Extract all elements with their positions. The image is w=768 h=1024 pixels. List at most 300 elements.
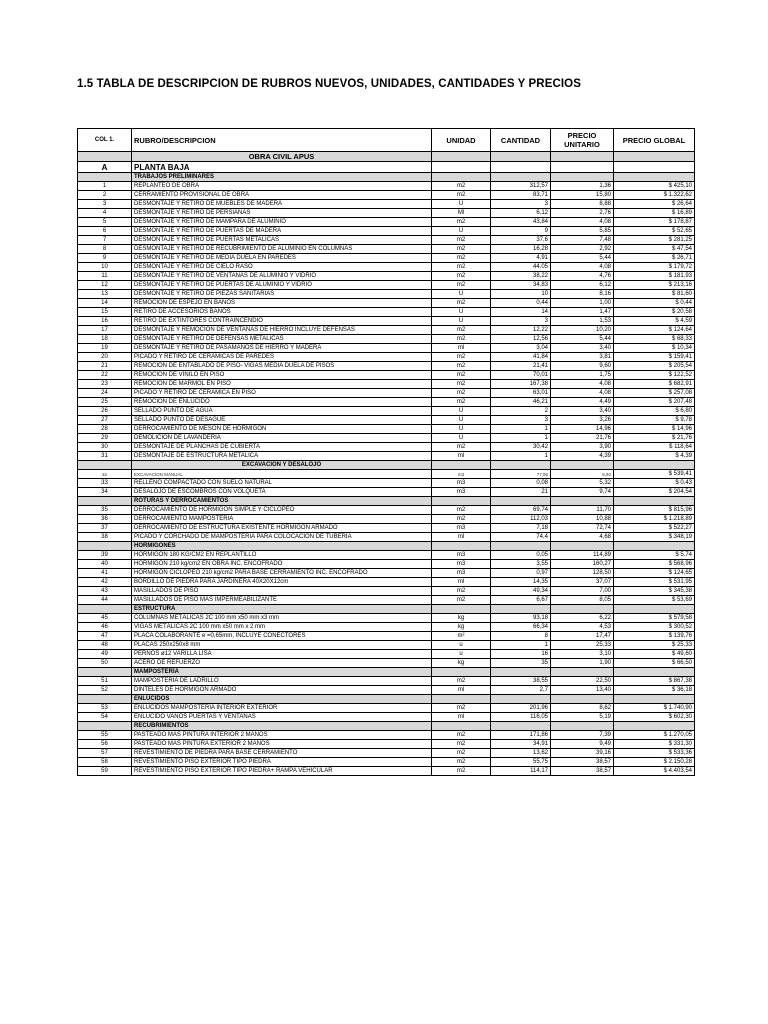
item-global-price: $ 36,18 [614, 686, 695, 695]
item-quantity: 38,55 [491, 677, 551, 686]
item-global-price: $ 331,30 [614, 740, 695, 749]
item-unit: m2 [432, 299, 491, 308]
item-description: DESALOJO DE ESCOMBROS CON VOLQUETA [132, 488, 432, 497]
item-quantity: 0,05 [491, 551, 551, 560]
item-unit-price: 38,57 [551, 767, 614, 776]
item-quantity: 93,18 [491, 614, 551, 623]
item-description: DERROCAMIENTO DE MESON DE HORMIGÓN [132, 425, 432, 434]
item-unit-price: 72,74 [551, 524, 614, 533]
item-global-price: $ 26,64 [614, 200, 695, 209]
item-unit: m2 [432, 245, 491, 254]
subsection-row [78, 497, 695, 506]
item-unit: m2 [432, 749, 491, 758]
item-unit-price: 8,88 [551, 200, 614, 209]
item-number: 16 [78, 317, 132, 326]
table-row [78, 533, 695, 542]
item-unit: m2 [432, 236, 491, 245]
item-unit: U [432, 434, 491, 443]
item-description: RELLENO COMPACTADO CON SUELO NATURAL [132, 479, 432, 488]
item-description: DESMONTAJE Y RETIRO DE PUERTAS DE ALUMINIO Y VIDRIO [132, 281, 432, 290]
item-number: 40 [78, 560, 132, 569]
item-global-price: $ 49,60 [614, 650, 695, 659]
item-quantity: 14 [491, 308, 551, 317]
item-global-price: $ 26,71 [614, 254, 695, 263]
item-quantity: 46,21 [491, 398, 551, 407]
table-row [78, 515, 695, 524]
table-row [78, 767, 695, 776]
table-row [78, 236, 695, 245]
item-global-price: $ 1.270,05 [614, 731, 695, 740]
item-global-price: $ 5,74 [614, 551, 695, 560]
item-number: 21 [78, 362, 132, 371]
item-number: 49 [78, 650, 132, 659]
item-description: REVESTIMIENTO DE PIEDRA PARA BASE CERRAMIENTO [132, 749, 432, 758]
item-number: 28 [78, 425, 132, 434]
table-row [78, 659, 695, 668]
subsection-title: ENLUCIDOS [132, 695, 432, 704]
item-unit: kg [432, 659, 491, 668]
item-number: 58 [78, 758, 132, 767]
item-description: REMOCION DE VINILO EN PISO [132, 371, 432, 380]
table-row [78, 587, 695, 596]
item-unit-price: 39,16 [551, 749, 614, 758]
item-quantity: 112,03 [491, 515, 551, 524]
item-description: DESMONTAJE Y RETIRO DE MUEBLES DE MADERA [132, 200, 432, 209]
item-unit: ml [432, 686, 491, 695]
item-unit-price: 1,47 [551, 308, 614, 317]
item-unit: m2 [432, 272, 491, 281]
subsection-title: TRABAJOS PRELIMINARES [132, 173, 432, 182]
item-quantity: 14,35 [491, 578, 551, 587]
item-unit: ml [432, 578, 491, 587]
table-row [78, 335, 695, 344]
item-number: 10 [78, 263, 132, 272]
item-number: 37 [78, 524, 132, 533]
subsection-title: RECUBRIMIENTOS [132, 722, 432, 731]
item-unit-price: 9,49 [551, 740, 614, 749]
subsection-row [78, 722, 695, 731]
item-description: MAMPOSTERÍA DE LADRILLO [132, 677, 432, 686]
item-description: MASILLADOS DE PISO MAS IMPERMEABILIZANTE [132, 596, 432, 605]
item-unit-price: 3,90 [551, 443, 614, 452]
item-number: 26 [78, 407, 132, 416]
item-quantity: 312,57 [491, 182, 551, 191]
item-unit-price: 1,90 [551, 659, 614, 668]
item-global-price: $ 213,16 [614, 281, 695, 290]
item-number: 30 [78, 443, 132, 452]
item-quantity: 6,12 [491, 209, 551, 218]
item-unit-price: 11,70 [551, 506, 614, 515]
item-global-price: $ 178,87 [614, 218, 695, 227]
group-name: PLANTA BAJA [132, 162, 432, 173]
header-unidad: UNIDAD [432, 129, 491, 152]
item-quantity: 30,42 [491, 443, 551, 452]
subsection-title: ROTURAS Y DERROCAMIENTOS [132, 497, 432, 506]
item-unit-price: 1,53 [551, 317, 614, 326]
item-global-price: $ 9,78 [614, 416, 695, 425]
item-unit: m2 [432, 587, 491, 596]
item-unit: U [432, 290, 491, 299]
item-unit: m3 [432, 569, 491, 578]
item-description: DESMONTAJE Y RETIRO DE MEDIA DUELA EN PAREDES [132, 254, 432, 263]
item-global-price: $ 815,96 [614, 506, 695, 515]
table-row [78, 344, 695, 353]
item-quantity: 167,38 [491, 380, 551, 389]
item-global-price: $ 68,33 [614, 335, 695, 344]
table-row [78, 182, 695, 191]
item-number: 11 [78, 272, 132, 281]
item-global-price: $ 345,38 [614, 587, 695, 596]
item-unit: m2 [432, 182, 491, 191]
item-unit-price: 128,50 [551, 569, 614, 578]
table-row [78, 218, 695, 227]
item-global-price: $ 0,44 [614, 299, 695, 308]
item-description: REMOCIÓN DE ENTABLADO DE PISO- VIGAS MEDIA DUELA DE PISOS [132, 362, 432, 371]
item-unit-price: 5,85 [551, 227, 614, 236]
item-unit-price: 2,92 [551, 245, 614, 254]
item-quantity: 7,18 [491, 524, 551, 533]
item-unit: U [432, 308, 491, 317]
item-unit: m2 [432, 677, 491, 686]
item-description: REMOCION DE ENLUCIDO [132, 398, 432, 407]
item-number: 39 [78, 551, 132, 560]
item-quantity: 0,44 [491, 299, 551, 308]
item-global-price: $ 539,41 [614, 470, 695, 479]
item-unit-price: 10,88 [551, 515, 614, 524]
item-description: PICADO Y RETIRO DE CERAMICAS DE PAREDES [132, 353, 432, 362]
item-quantity: 1 [491, 641, 551, 650]
header-col1: COL 1. [78, 129, 132, 152]
item-description: EXCAVACION MANUAL [132, 470, 432, 479]
item-description: DESMONTAJE Y RETIRO DE VENTANAS DE ALUMINIO Y VIDRIO [132, 272, 432, 281]
item-unit: m3 [432, 560, 491, 569]
item-description: DESMONTAJE Y RETIRO DE PERSIANAS [132, 209, 432, 218]
table-row [78, 614, 695, 623]
table-row [78, 245, 695, 254]
item-number: 54 [78, 713, 132, 722]
item-global-price: $ 4,39 [614, 452, 695, 461]
table-row [78, 641, 695, 650]
item-description: HORMIGÓN 210 kg/cm2 EN OBRA INC. ENCOFRADO [132, 560, 432, 569]
item-unit-price: 4,08 [551, 380, 614, 389]
item-description: HORMIGÓN CICLOPEO 210 kg/cm2 PARA BASE CERRAMIENTO INC. ENCOFRADO [132, 569, 432, 578]
item-quantity: 116,05 [491, 713, 551, 722]
item-number: 35 [78, 506, 132, 515]
item-description: REMOCION DE MARMOL EN PISO [132, 380, 432, 389]
item-unit-price: 37,07 [551, 578, 614, 587]
table-row [78, 326, 695, 335]
item-description: MASILLADOS DE PISO [132, 587, 432, 596]
item-unit-price: 6,92 [551, 470, 614, 479]
table-row [78, 272, 695, 281]
item-global-price: $ 531,95 [614, 578, 695, 587]
item-number: 7 [78, 236, 132, 245]
item-unit: m2 [432, 362, 491, 371]
item-number: 45 [78, 614, 132, 623]
item-description: DESMONTAJE Y RETIRO DE PASAMANOS DE HIERRO Y MADERA [132, 344, 432, 353]
item-unit: m2 [432, 371, 491, 380]
item-unit: m2 [432, 335, 491, 344]
item-quantity: 55,75 [491, 758, 551, 767]
table-row [78, 704, 695, 713]
item-unit: m3 [432, 524, 491, 533]
table-row [78, 632, 695, 641]
item-description: PLACAS 250x250x8 mm [132, 641, 432, 650]
item-global-price: $ 522,27 [614, 524, 695, 533]
item-quantity: 0,97 [491, 569, 551, 578]
item-global-price: $ 2.150,28 [614, 758, 695, 767]
table-row [78, 470, 695, 479]
item-unit: m2 [432, 731, 491, 740]
table-row [78, 596, 695, 605]
item-number: 52 [78, 686, 132, 695]
item-unit-price: 4,49 [551, 398, 614, 407]
item-number: 57 [78, 749, 132, 758]
item-unit-price: 4,76 [551, 272, 614, 281]
item-unit-price: 21,76 [551, 434, 614, 443]
item-description: DESMONTAJE Y RETIRO DE DEFENSAS METALICAS [132, 335, 432, 344]
item-quantity: 171,86 [491, 731, 551, 740]
table-row [78, 407, 695, 416]
item-description: HORMIGON 180 KG/CM2 EN REPLANTILLO [132, 551, 432, 560]
table-row [78, 398, 695, 407]
item-global-price: $ 579,58 [614, 614, 695, 623]
item-unit: m2 [432, 218, 491, 227]
item-description: REVESTIMIENTO PISO EXTERIOR TIPO PIEDRA+ RAMPA VEHICULAR [132, 767, 432, 776]
item-global-price: $ 81,60 [614, 290, 695, 299]
item-quantity: 8 [491, 632, 551, 641]
section-title: OBRA CIVIL APUS [132, 152, 432, 162]
item-number: 53 [78, 704, 132, 713]
item-unit-price: 14,96 [551, 425, 614, 434]
table-row [78, 452, 695, 461]
item-unit: u [432, 650, 491, 659]
item-number: 29 [78, 434, 132, 443]
item-global-price: $ 124,65 [614, 569, 695, 578]
table-row [78, 416, 695, 425]
table-row [78, 299, 695, 308]
item-quantity: 44,05 [491, 263, 551, 272]
table-row [78, 200, 695, 209]
item-quantity: 21,41 [491, 362, 551, 371]
item-unit-price: 5,19 [551, 713, 614, 722]
item-unit: U [432, 227, 491, 236]
item-unit: m3 [432, 470, 491, 479]
item-unit: m2 [432, 191, 491, 200]
item-unit-price: 5,44 [551, 254, 614, 263]
item-unit: ml [432, 713, 491, 722]
subsection-row [78, 542, 695, 551]
table-row [78, 434, 695, 443]
item-quantity: 43,84 [491, 218, 551, 227]
item-description: DESMONTAJE Y RETIRO DE PUERTAS METALICAS [132, 236, 432, 245]
item-description: PASTEADO MAS PINTURA INTERIOR 2 MANOS [132, 731, 432, 740]
table-row [78, 569, 695, 578]
item-global-price: $ 1.218,89 [614, 515, 695, 524]
item-description: REVESTIMIENTO PISO EXTERIOR TIPO PIEDRA [132, 758, 432, 767]
item-quantity: 63,01 [491, 389, 551, 398]
item-global-price: $ 10,34 [614, 344, 695, 353]
item-quantity: 38,22 [491, 272, 551, 281]
item-description: ENLUCIDOS MAMPOSTERIA INTERIOR EXTERIOR [132, 704, 432, 713]
item-global-price: $ 204,54 [614, 488, 695, 497]
table-row [78, 758, 695, 767]
item-description: SELLADO PUNTO DE DESAGUE [132, 416, 432, 425]
item-number: 42 [78, 578, 132, 587]
item-quantity: 41,84 [491, 353, 551, 362]
item-unit: U [432, 200, 491, 209]
item-global-price: $ 159,41 [614, 353, 695, 362]
table-row [78, 290, 695, 299]
item-description: PICADO Y RETIRO DE CERAMICA EN PISO [132, 389, 432, 398]
subsection-row [78, 668, 695, 677]
item-description: ACERO DE REFUERZO [132, 659, 432, 668]
item-description: DESMONTAJE DE PLANCHAS DE CUBIERTA [132, 443, 432, 452]
item-unit-price: 2,76 [551, 209, 614, 218]
item-unit-price: 5,44 [551, 335, 614, 344]
item-unit-price: 7,48 [551, 236, 614, 245]
item-unit-price: 4,08 [551, 389, 614, 398]
item-quantity: 1 [491, 425, 551, 434]
item-quantity: 3 [491, 200, 551, 209]
group-letter: A [78, 162, 132, 173]
item-unit-price: 1,00 [551, 299, 614, 308]
item-unit-price: 1,36 [551, 182, 614, 191]
item-unit: m2 [432, 380, 491, 389]
item-description: PERNOS ø12 VARILLA LISA [132, 650, 432, 659]
item-number: 47 [78, 632, 132, 641]
item-number: 12 [78, 281, 132, 290]
item-unit-price: 15,80 [551, 191, 614, 200]
item-unit: u [432, 641, 491, 650]
item-quantity: 3 [491, 416, 551, 425]
item-quantity: 70,01 [491, 371, 551, 380]
item-global-price: $ 52,65 [614, 227, 695, 236]
item-quantity: 9 [491, 227, 551, 236]
item-global-price: $ 4,59 [614, 317, 695, 326]
item-description: PLACA COLABORANTE e =0,65mm, INCLUYE CONECTORES [132, 632, 432, 641]
item-global-price: $ 20,58 [614, 308, 695, 317]
item-number: 13 [78, 290, 132, 299]
item-global-price: $ 53,69 [614, 596, 695, 605]
table-row [78, 425, 695, 434]
group-header [78, 162, 695, 173]
table-row [78, 686, 695, 695]
item-description: REMOCIÓN DE ESPEJO EN BAÑOS [132, 299, 432, 308]
item-unit-price: 4,53 [551, 623, 614, 632]
item-number: 56 [78, 740, 132, 749]
item-global-price: $ 25,33 [614, 641, 695, 650]
item-global-price: $ 300,52 [614, 623, 695, 632]
table-row [78, 308, 695, 317]
item-quantity: 1 [491, 452, 551, 461]
item-description: VIGAS METÁLICAS 2C 100 mm x50 mm x 2 mm [132, 623, 432, 632]
table-row [78, 353, 695, 362]
item-unit-price: 7,39 [551, 731, 614, 740]
item-number: 38 [78, 533, 132, 542]
item-unit-price: 8,05 [551, 596, 614, 605]
item-global-price: $ 425,10 [614, 182, 695, 191]
item-global-price: $ 205,54 [614, 362, 695, 371]
table-row [78, 713, 695, 722]
item-quantity: 1 [491, 434, 551, 443]
item-global-price: $ 14,96 [614, 425, 695, 434]
item-global-price: $ 139,76 [614, 632, 695, 641]
item-number: 24 [78, 389, 132, 398]
item-description: DERROCAMIENTO MAMPOSTERIA [132, 515, 432, 524]
page-title: 1.5 TABLA DE DESCRIPCION DE RUBROS NUEVOS, UNIDADES, CANTIDADES Y PRECIOS [77, 78, 582, 90]
item-unit-price: 1,75 [551, 371, 614, 380]
item-number: 15 [78, 308, 132, 317]
item-description: DESMONTAJE Y RETIRO DE CIELO RASO [132, 263, 432, 272]
item-number: 18 [78, 335, 132, 344]
table-row [78, 443, 695, 452]
table-row [78, 560, 695, 569]
item-description: PICADO Y CORCHADO DE MAMPOSTERIA PARA COLOCACION DE TUBERIA [132, 533, 432, 542]
item-description: DEMOLICION DE LAVANDERÍA [132, 434, 432, 443]
item-description: SELLADO PUNTO DE AGUA [132, 407, 432, 416]
header-precio-global: PRECIO GLOBAL [614, 129, 695, 152]
item-unit-price: 8,62 [551, 704, 614, 713]
table-row [78, 506, 695, 515]
item-unit: m2 [432, 326, 491, 335]
item-number: 25 [78, 398, 132, 407]
item-global-price: $ 207,48 [614, 398, 695, 407]
item-number: 23 [78, 380, 132, 389]
subsection-title: ESTRUCTURA [132, 605, 432, 614]
item-unit-price: 13,40 [551, 686, 614, 695]
header-cantidad: CANTIDAD [491, 129, 551, 152]
item-unit: m2 [432, 740, 491, 749]
item-unit: m2 [432, 704, 491, 713]
item-unit: m2 [432, 281, 491, 290]
item-unit: U [432, 416, 491, 425]
item-global-price: $ 4.403,54 [614, 767, 695, 776]
item-quantity: 77,95 [491, 470, 551, 479]
item-number: 19 [78, 344, 132, 353]
item-quantity: 66,34 [491, 623, 551, 632]
item-unit-price: 10,20 [551, 326, 614, 335]
table-row [78, 578, 695, 587]
item-number: 46 [78, 623, 132, 632]
item-description: REPLANTEO DE OBRA [132, 182, 432, 191]
table-row [78, 380, 695, 389]
item-unit-price: 5,32 [551, 479, 614, 488]
item-unit-price: 3,40 [551, 407, 614, 416]
item-global-price: $ 348,19 [614, 533, 695, 542]
item-unit-price: 17,47 [551, 632, 614, 641]
item-global-price: $ 257,08 [614, 389, 695, 398]
item-unit: kg [432, 614, 491, 623]
item-number: 32 [78, 470, 132, 479]
item-unit-price: 3,26 [551, 416, 614, 425]
item-quantity: 49,34 [491, 587, 551, 596]
table-row [78, 731, 695, 740]
header-precio-unitario: PRECIO UNITARIO [551, 129, 614, 152]
item-unit-price: 22,50 [551, 677, 614, 686]
item-quantity: 3 [491, 317, 551, 326]
item-number: 33 [78, 479, 132, 488]
item-number: 59 [78, 767, 132, 776]
item-quantity: 12,22 [491, 326, 551, 335]
item-unit: m3 [432, 551, 491, 560]
item-unit-price: 8,16 [551, 290, 614, 299]
item-description: DESMONTAJE Y RETIRO DE RECUBRIMIENTO DE ALUMINIO EN COLUMNAS [132, 245, 432, 254]
item-unit: m2 [432, 767, 491, 776]
table-row [78, 488, 695, 497]
item-number: 1 [78, 182, 132, 191]
item-unit: m2 [432, 758, 491, 767]
